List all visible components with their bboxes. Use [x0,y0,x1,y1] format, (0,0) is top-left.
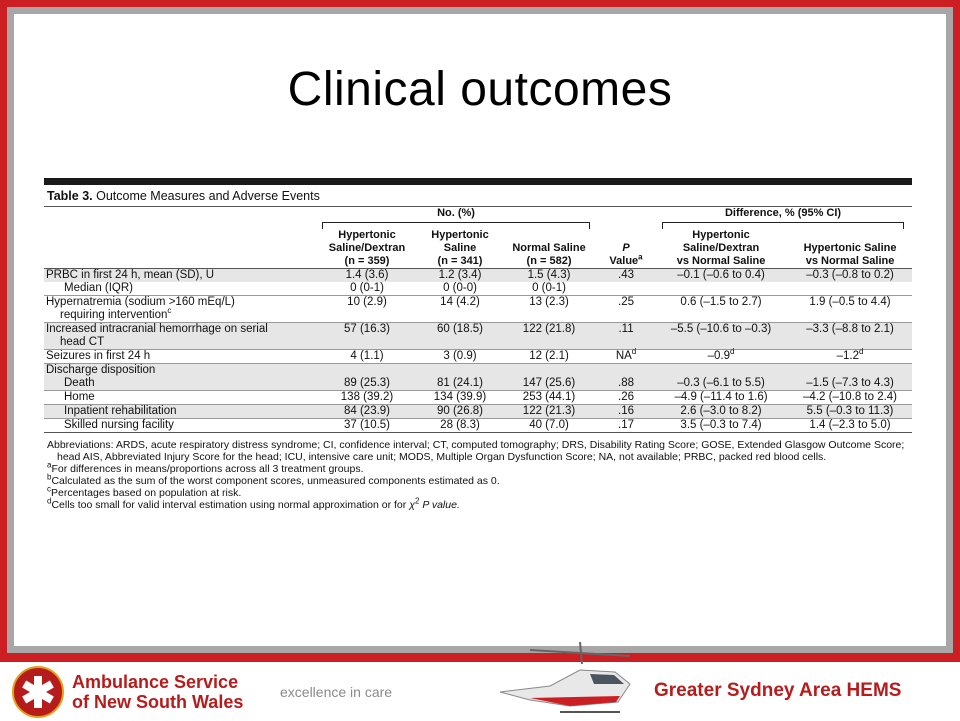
col-header-hs: Hypertonic Saline (n = 341) [420,229,500,269]
table-row: Inpatient rehabilitation 84 (23.9) 90 (26.8) 122 (21.3) .16 2.6 (–3.0 to 8.2) 5.5 (–0.3 to 11.3) [44,405,912,419]
organisation-name: Ambulance Service of New South Wales [72,672,244,712]
footnote-abbreviations-cont: head AIS, Abbreviated Injury Score for the head; ICU, intensive care unit; MODS, Multiple Organ Dysfunction Score; NA, not available; PRBC, packed red blood cells. [57,451,827,463]
group-header-row [44,207,912,229]
outcome-table [44,178,912,511]
table-row: Death 89 (25.3) 81 (24.1) 147 (25.6) .88 –0.3 (–6.1 to 5.5) –1.5 (–7.3 to 4.3) [44,377,912,391]
group-header-difference: Difference, % (95% CI) [654,207,912,229]
ambulance-logo-icon [12,666,64,718]
table-row: Seizures in first 24 h 4 (1.1) 3 (0.9) 12 (2.1) $NA^d$ –0.9$^d$ –1.2$^d$ [44,350,912,364]
col-header-hsd: Hypertonic Saline/Dextran (n = 359) [314,229,420,269]
footnote-c: $^c$Percentages based on population at risk. [47,484,242,499]
table-row: Hypernatremia (sodium >160 mEq/L) requiring intervention$^c$ 10 (2.9) 14 (4.2) 13 (2.3) .25 0.6 (–1.5 to 2.7) 1.9 (–0.5 to 4.4) [44,296,912,323]
slide-title: Clinical outcomes [287,63,673,116]
outcomes-grid [44,207,912,433]
helicopter-icon [490,640,650,720]
table-row: Home 138 (39.2) 134 (39.9) 253 (44.1) .26 –4.9 (–11.4 to 1.6) –4.2 (–10.8 to 2.4) [44,391,912,405]
table-row: Median (IQR) 0 (0-1) 0 (0-0) 0 (0-1) [44,282,912,296]
footnote-b: $^b$Calculated as the sum of the worst component scores, unmeasured components estimated as 0. [47,472,500,487]
col-header-p: P Value$^a$ [598,229,654,269]
table-row: Discharge disposition [44,364,912,378]
tagline: excellence in care [280,684,393,700]
table-row: Skilled nursing facility 37 (10.5) 28 (8.3) 40 (7.0) .17 3.5 (–0.3 to 7.4) 1.4 (–2.3 to 5.0) [44,419,912,433]
star-of-life-icon [14,668,62,716]
footnote-d: $^d$Cells too small for valid interval estimation using normal approximation or for $\chi^2$ P value. [47,496,460,511]
col-header-ns: Normal Saline (n = 582) [500,229,598,269]
table-caption-text: Outcome Measures and Adverse Events [96,189,320,203]
group-header-counts: No. (%) [314,207,598,229]
hems-name: Greater Sydney Area HEMS [654,680,902,701]
footnote-abbreviations: Abbreviations: ARDS, acute respiratory distress syndrome; CI, confidence interval; CT, computed tomography; DRS, Disability Rating Score; GOSE, Extended Glasgow Outcome Score; [47,439,905,451]
table-caption-label: Table 3. [47,189,93,203]
col-header-diff2: Hypertonic Saline vs Normal Saline [788,229,912,269]
footnote-a: $^a$For differences in means/proportions across all 3 treatment groups. [47,460,364,475]
difference-bracket [662,222,904,229]
col-header-diff1: Hypertonic Saline/Dextran vs Normal Saline [654,229,788,269]
table-footnotes [44,439,912,511]
table-row: PRBC in first 24 h, mean (SD), U 1.4 (3.6) 1.2 (3.4) 1.5 (4.3) .43 –0.1 (–0.6 to 0.4) –0.3 (–0.8 to 0.2) [44,269,912,283]
table-top-rule [44,178,912,185]
table-row: Increased intracranial hemorrhage on serial head CT 57 (16.3) 60 (18.5) 122 (21.8) .11 –5.5 (–10.6 to –0.3) –3.3 (–8.8 to 2.1) [44,323,912,350]
counts-bracket [322,222,590,229]
column-header-row [44,229,912,269]
table-caption [44,185,912,207]
